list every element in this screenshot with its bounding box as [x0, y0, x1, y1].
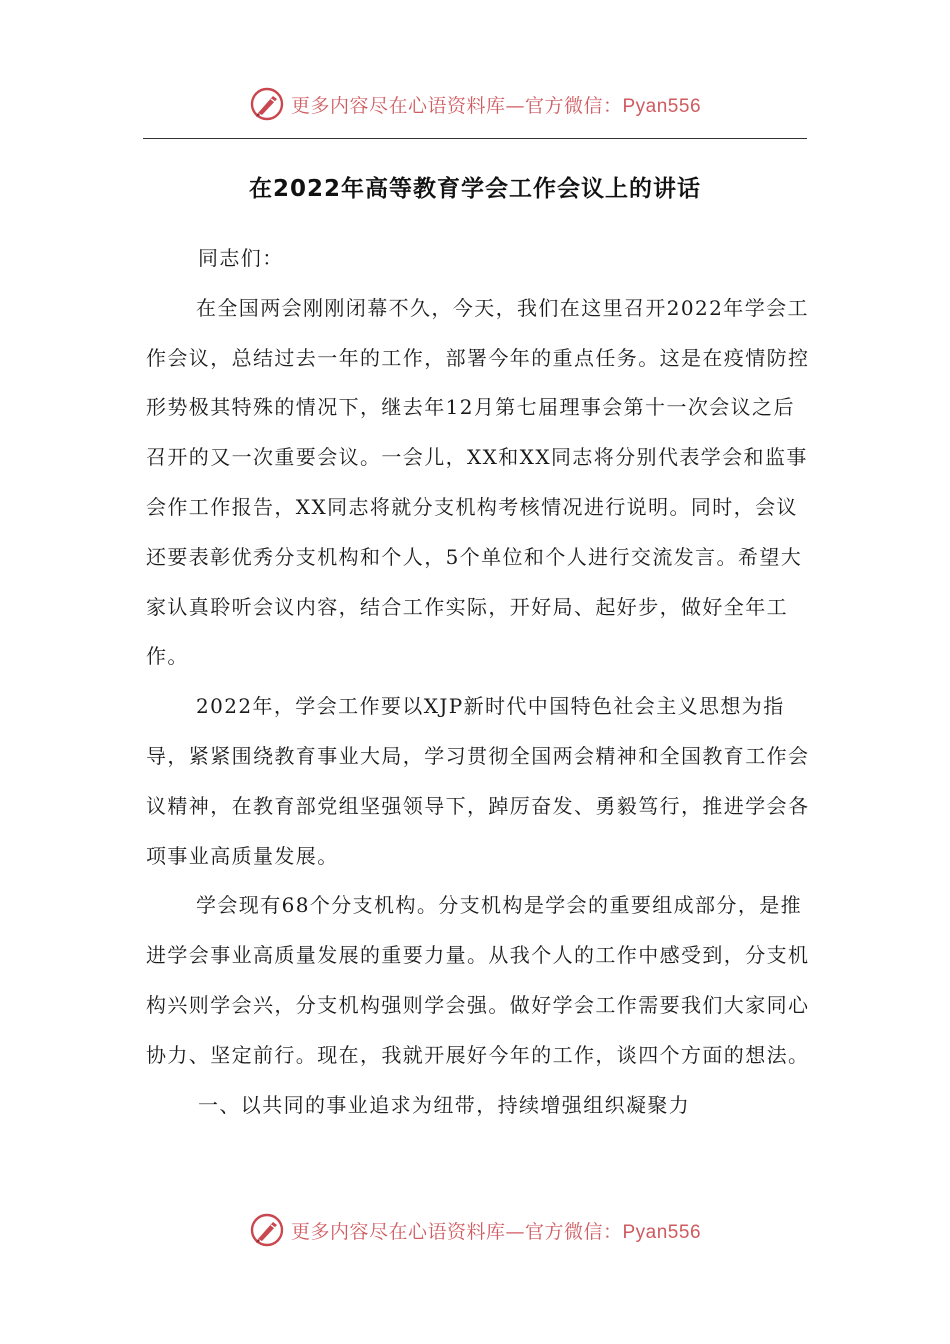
header-divider	[143, 138, 807, 139]
salutation: 同志们：	[198, 246, 284, 270]
banner-wechat-id: Pyan556	[622, 1221, 702, 1243]
banner-wechat-label: 官方微信：	[524, 94, 623, 117]
pen-logo-icon	[249, 1212, 285, 1248]
banner-main-text: 更多内容尽在心语资料库	[290, 94, 506, 117]
paragraph: 2022年，学会工作要以XJP新时代中国特色社会主义思想为指导，紧紧围绕教育事业大局，学习贯彻全国两会精神和全国教育工作会议精神，在教育部党组坚强领导下，踔厉奋发、勇毅笃行，推进学会各项事业高质量发展。	[146, 694, 810, 868]
banner-dash: —	[505, 94, 525, 117]
banner-wechat-label: 官方微信：	[524, 1220, 623, 1243]
header-banner	[0, 82, 950, 126]
banner-dash: —	[505, 1220, 525, 1243]
footer-banner	[0, 1208, 950, 1252]
banner-wechat-id: Pyan556	[622, 95, 702, 117]
section-heading: 一、以共同的事业追求为纽带，持续增强组织凝聚力	[198, 1092, 691, 1117]
banner-text	[291, 91, 701, 118]
paragraph: 在全国两会刚刚闭幕不久，今天，我们在这里召开2022年学会工作会议，总结过去一年的工作，部署今年的重点任务。这是在疫情防控形势极其特殊的情况下，继去年12月第七届理事会第十一次会议之后召开的又一次重要会议。一会儿，XX和XX同志将分别代表学会和监事会作工作报告，XX同志将就分支机构考核情况进行说明。同时，会议还要表彰优秀分支机构和个人，5个单位和个人进行交流发言。希望大家认真聆听会议内容，结合工作实际，开好局、起好步，做好全年工作。	[146, 295, 810, 669]
banner-text	[291, 1217, 701, 1244]
paragraph: 学会现有68个分支机构。分支机构是学会的重要组成部分，是推进学会事业高质量发展的重要力量。从我个人的工作中感受到，分支机构兴则学会兴，分支机构强则学会强。做好学会工作需要我们大家同心协力、坚定前行。现在，我就开展好今年的工作，谈四个方面的想法。	[146, 893, 810, 1067]
document-title: 在2022年高等教育学会工作会议上的讲话	[248, 176, 701, 202]
banner-main-text: 更多内容尽在心语资料库	[290, 1220, 506, 1243]
document-body	[146, 234, 816, 1130]
pen-logo-icon	[249, 86, 285, 122]
